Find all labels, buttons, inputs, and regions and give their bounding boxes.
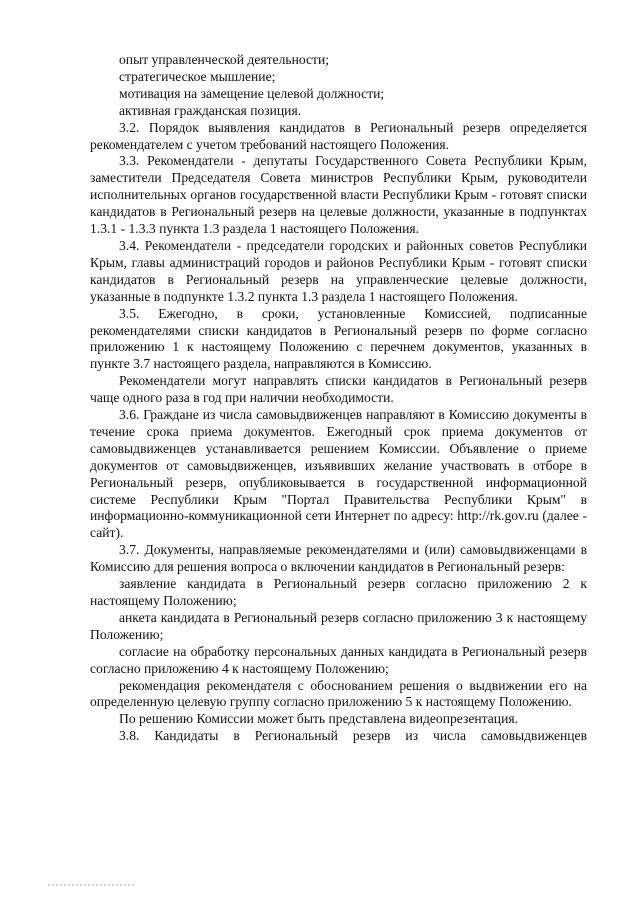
document-page <box>90 52 587 745</box>
clause-3-7: 3.7. Документы, направляемые рекомендателями и (или) самовыдвиженцами в Комиссию для решения вопроса о включении кандидатов в Региональный резерв: <box>90 542 587 575</box>
clause-3-3: 3.3. Рекомендатели - депутаты Государственного Совета Республики Крым, заместители Председателя Совета министров Республики Крым, руководители исполнительных органов государственной власти Республики Крым - готовят списки кандидатов в Региональный резерв на целевые должности, указанные в подпунктах 1.3.1 - 1.3.3 пункта 1.3 раздела 1 настоящего Положения. <box>90 153 587 237</box>
scan-artifact <box>48 884 136 886</box>
clause-3-4: 3.4. Рекомендатели - председатели городских и районных советов Республики Крым, главы администраций городов и районов Республики Крым - готовят списки кандидатов в Региональный резерв на управленческие целевые должности, указанные в подпункте 1.3.2 пункта 1.3 раздела 1 настоящего Положения. <box>90 237 587 304</box>
clause-3-2: 3.2. Порядок выявления кандидатов в Региональный резерв определяется рекомендателем с учетом требований настоящего Положения. <box>90 119 587 152</box>
clause-3-6: 3.6. Граждане из числа самовыдвиженцев направляют в Комиссию документы в течение срока приема документов. Ежегодный срок приема документов от самовыдвиженцев устанавливается решением Комиссии. Объявление о приеме документов от самовыдвиженцев, изъявивших желание участвовать в отборе в Региональный резерв, опубликовывается в государственной информационной системе Республики Крым "Портал Правительства Республики Крым" в информационно-коммуникационной сети Интернет по адресу: http://rk.gov.ru (далее - сайт). <box>90 407 587 541</box>
document-item-recommendation: рекомендация рекомендателя с обоснованием решения о выдвижении его на определенную целевую группу согласно приложению 5 к настоящему Положению. <box>90 677 587 710</box>
clause-3-5-note: Рекомендатели могут направлять списки кандидатов в Региональный резерв чаще одного раза в год при наличии необходимости. <box>90 373 587 406</box>
commission-video-note: По решению Комиссии может быть представлена видеопрезентация. <box>119 711 519 727</box>
clause-3-5: 3.5. Ежегодно, в сроки, установленные Комиссией, подписанные рекомендателями списки кандидатов в Региональный резерв по форме согласно приложению 1 к настоящему Положению с перечнем документов, указанных в пункте 3.7 настоящего раздела, направляются в Комиссию. <box>90 305 587 372</box>
document-item-application: заявление кандидата в Региональный резерв согласно приложению 2 к настоящему Положению; <box>90 576 587 608</box>
document-item-questionnaire: анкета кандидата в Региональный резерв согласно приложению 3 к настоящему Положению; <box>90 609 587 642</box>
criterion-motivation: мотивация на замещение целевой должности; <box>119 85 385 101</box>
criterion-civic-position: активная гражданская позиция. <box>119 102 302 118</box>
criterion-strategic-thinking: стратегическое мышление; <box>119 68 276 84</box>
document-item-consent: согласие на обработку персональных данных кандидата в Региональный резерв согласно приложению 4 к настоящему Положению; <box>90 643 587 676</box>
criterion-management-experience: опыт управленческой деятельности; <box>119 52 329 67</box>
clause-3-8: 3.8. Кандидаты в Региональный резерв из числа самовыдвиженцев <box>119 728 587 744</box>
